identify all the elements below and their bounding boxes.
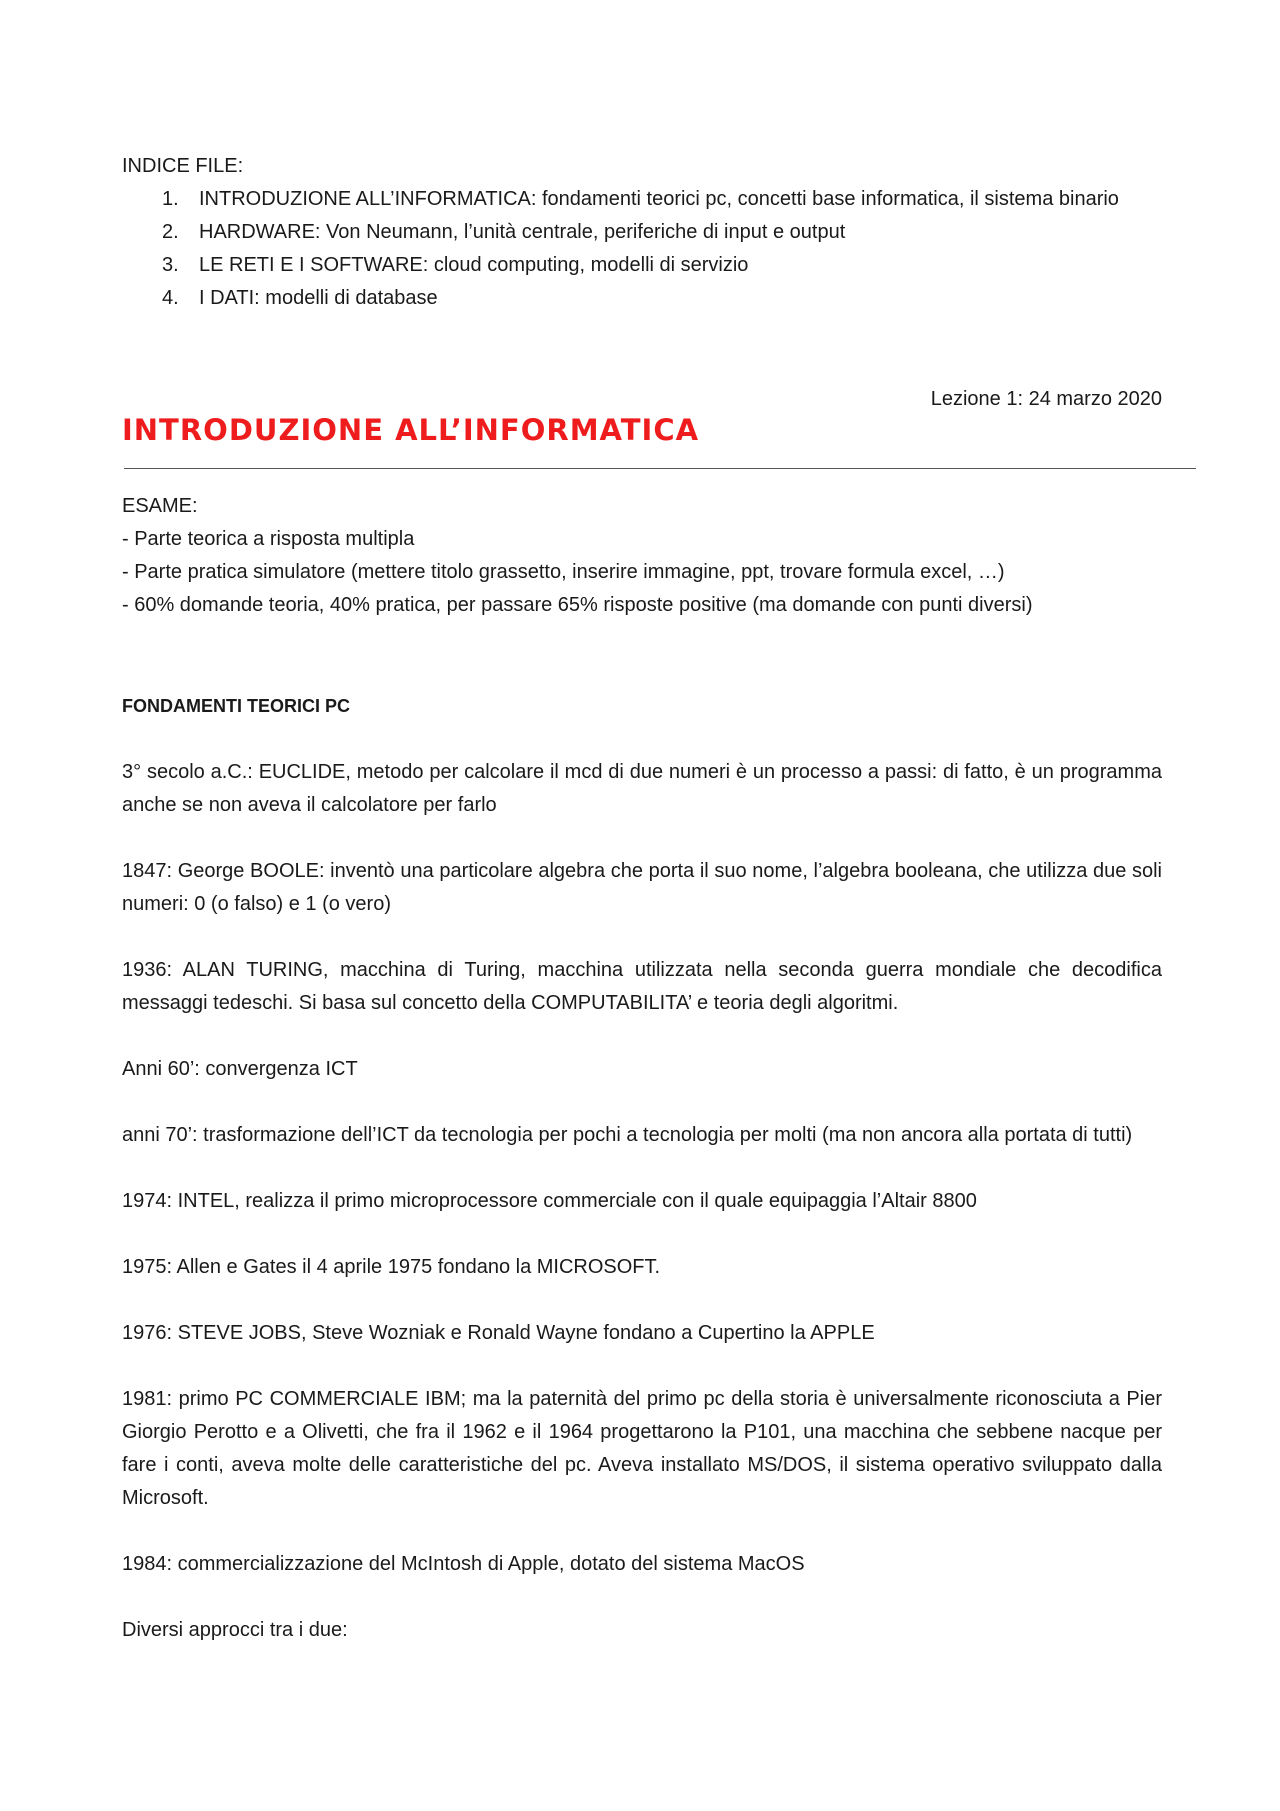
index-item-text: LE RETI E I SOFTWARE: cloud computing, modelli di servizio	[199, 254, 749, 276]
paragraph-approcci: Diversi approcci tra i due:	[122, 1619, 348, 1641]
horizontal-rule	[124, 468, 1196, 469]
index-item	[122, 282, 1162, 315]
paragraph-anni-60: Anni 60’: convergenza ICT	[122, 1058, 358, 1080]
index-list	[122, 183, 1162, 315]
paragraph-euclide: 3° secolo a.C.: EUCLIDE, metodo per calcolare il mcd di due numeri è un processo a passi: di fatto, è un programma anche se non aveva il calcolatore per farlo	[122, 761, 1162, 816]
paragraph-boole: 1847: George BOOLE: inventò una particolare algebra che porta il suo nome, l’algebra booleana, che utilizza due soli numeri: 0 (o falso) e 1 (o vero)	[122, 860, 1162, 915]
index-item-text: I DATI: modelli di database	[199, 287, 438, 309]
index-item-number: 2.	[162, 221, 179, 243]
paragraph-microsoft: 1975: Allen e Gates il 4 aprile 1975 fondano la MICROSOFT.	[122, 1256, 661, 1278]
index-item-number: 1.	[162, 188, 179, 210]
fondamenti-heading: FONDAMENTI TEORICI PC	[122, 696, 350, 716]
index-title: INDICE FILE:	[122, 155, 244, 177]
exam-line: - 60% domande teoria, 40% pratica, per passare 65% risposte positive (ma domande con punti diversi)	[122, 594, 1033, 616]
index-item-number: 3.	[162, 254, 179, 276]
paragraph-intel: 1974: INTEL, realizza il primo microprocessore commerciale con il quale equipaggia l’Altair 8800	[122, 1190, 977, 1212]
index-item	[122, 216, 1162, 249]
fondamenti-section	[122, 690, 1162, 1680]
paragraph-anni-70: anni 70’: trasformazione dell’ICT da tecnologia per pochi a tecnologia per molti (ma non ancora alla portata di tutti)	[122, 1124, 1133, 1146]
paragraph-apple: 1976: STEVE JOBS, Steve Wozniak e Ronald Wayne fondano a Cupertino la APPLE	[122, 1322, 875, 1344]
exam-line: - Parte pratica simulatore (mettere titolo grassetto, inserire immagine, ppt, trovare formula excel, …)	[122, 561, 1005, 583]
index-item	[122, 249, 1162, 282]
document-page	[122, 150, 1162, 1641]
paragraph-mcintosh: 1984: commercializzazione del McIntosh di Apple, dotato del sistema MacOS	[122, 1553, 805, 1575]
index-item-text: INTRODUZIONE ALL’INFORMATICA: fondamenti teorici pc, concetti base informatica, il sistema binario	[199, 188, 1119, 210]
index-item	[122, 183, 1162, 216]
paragraph-ibm: 1981: primo PC COMMERCIALE IBM; ma la paternità del primo pc della storia è universalmente riconosciuta a Pier Giorgio Perotto e a Olivetti, che fra il 1962 e il 1964 progettarono la P101, una macchina che sebbene nacque per fare i conti, aveva molte delle caratteristiche del pc. Aveva installato MS/DOS, il sistema operativo sviluppato dalla Microsoft.	[122, 1388, 1162, 1509]
index-item-number: 4.	[162, 287, 179, 309]
section-title: INTRODUZIONE ALL’INFORMATICA	[122, 413, 700, 447]
exam-block	[122, 490, 1162, 622]
index-item-text: HARDWARE: Von Neumann, l’unità centrale, periferiche di input e output	[199, 221, 846, 243]
lesson-date: Lezione 1: 24 marzo 2020	[930, 388, 1162, 410]
exam-title: ESAME:	[122, 495, 198, 517]
exam-line: - Parte teorica a risposta multipla	[122, 528, 415, 550]
paragraph-turing: 1936: ALAN TURING, macchina di Turing, macchina utilizzata nella seconda guerra mondiale che decodifica messaggi tedeschi. Si basa sul concetto della COMPUTABILITA’ e teoria degli algoritmi.	[122, 959, 1162, 1014]
